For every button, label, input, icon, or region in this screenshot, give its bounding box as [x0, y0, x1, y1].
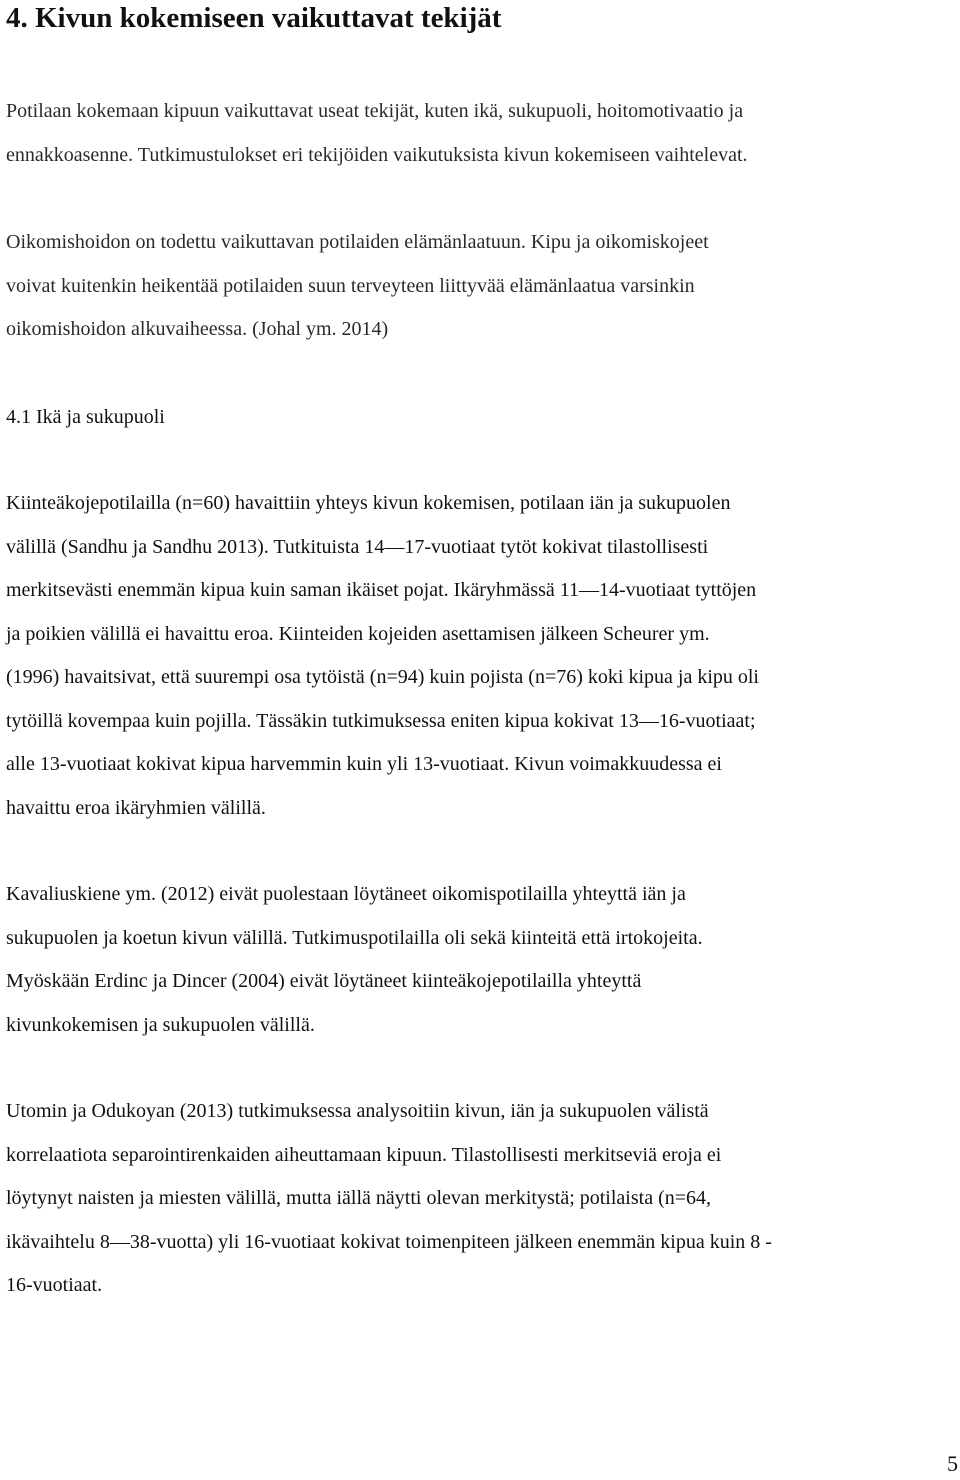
paragraph-quality-of-life [6, 221, 958, 352]
text-line: korrelaatiota separointirenkaiden aiheuttamaan kipuun. Tilastollisesti merkitseviä eroja ei [6, 1143, 722, 1166]
paragraph-intro [6, 90, 958, 177]
text-line: sukupuolen ja koetun kivun välillä. Tutkimuspotilailla oli sekä kiinteitä että irtokojeita. [6, 926, 703, 949]
text-line: kivunkokemisen ja sukupuolen välillä. [6, 1013, 315, 1036]
text-line: voivat kuitenkin heikentää potilaiden suun terveyteen liittyvää elämänlaatua varsinkin [6, 274, 695, 297]
page-number: 5 [947, 1451, 958, 1476]
text-line: (1996) havaitsivat, että suurempi osa tytöistä (n=94) kuin pojista (n=76) koki kipua ja kipu oli [6, 666, 759, 688]
text-line: havaittu eroa ikäryhmien välillä. [6, 796, 266, 819]
text-line: Kiinteäkojepotilailla (n=60) havaittiin yhteys kivun kokemisen, potilaan iän ja sukupuolen [6, 492, 731, 514]
text-line: ikävaihtelu 8―38-vuotta) yli 16-vuotiaat kokivat toimenpiteen jälkeen enemmän kipua kuin 8 - [6, 1230, 772, 1253]
text-line: ja poikien välillä ei havaittu eroa. Kiinteiden kojeiden asettamisen jälkeen Scheurer ym. [6, 622, 710, 645]
text-line: tytöillä kovempaa kuin pojilla. Tässäkin tutkimuksessa eniten kipua kokivat 13―16-vuotiaat; [6, 709, 756, 732]
text-line: Kavaliuskiene ym. (2012) eivät puolestaan löytäneet oikomispotilailla yhteyttä iän ja [6, 883, 686, 905]
paragraph-kavaliuskiene [6, 873, 958, 1047]
paragraph-utomi [6, 1090, 958, 1308]
subsection-heading: 4.1 Ikä ja sukupuoli [6, 406, 165, 428]
text-line: ennakkoasenne. Tutkimustulokset eri tekijöiden vaikutuksista kivun kokemiseen vaihtelevat. [6, 143, 748, 166]
text-line: merkitsevästi enemmän kipua kuin saman ikäiset pojat. Ikäryhmässä 11―14-vuotiaat tyttöjen [6, 579, 757, 601]
text-line: alle 13-vuotiaat kokivat kipua harvemmin kuin yli 13-vuotiaat. Kivun voimakkuudessa ei [6, 753, 722, 775]
text-line: Potilaan kokemaan kipuun vaikuttavat useat tekijät, kuten ikä, sukupuoli, hoitomotivaatio ja [6, 100, 744, 122]
paragraph-age-gender [6, 482, 958, 830]
text-line: oikomishoidon alkuvaiheessa. (Johal ym. 2014) [6, 318, 389, 340]
text-line: Myöskään Erdinc ja Dincer (2004) eivät löytäneet kiinteäkojepotilailla yhteyttä [6, 970, 642, 992]
section-heading: 4. Kivun kokemiseen vaikuttavat tekijät [6, 2, 502, 34]
text-line: Oikomishoidon on todettu vaikuttavan potilaiden elämänlaatuun. Kipu ja oikomiskojeet [6, 231, 709, 253]
text-line: Utomin ja Odukoyan (2013) tutkimuksessa analysoitiin kivun, iän ja sukupuolen välistä [6, 1100, 709, 1122]
text-line: löytynyt naisten ja miesten välillä, mutta iällä näytti olevan merkitystä; potilaista (n=64, [6, 1187, 712, 1209]
text-line: 16-vuotiaat. [6, 1274, 103, 1296]
text-line: välillä (Sandhu ja Sandhu 2013). Tutkituista 14―17-vuotiaat tytöt kokivat tilastollisesti [6, 535, 709, 558]
